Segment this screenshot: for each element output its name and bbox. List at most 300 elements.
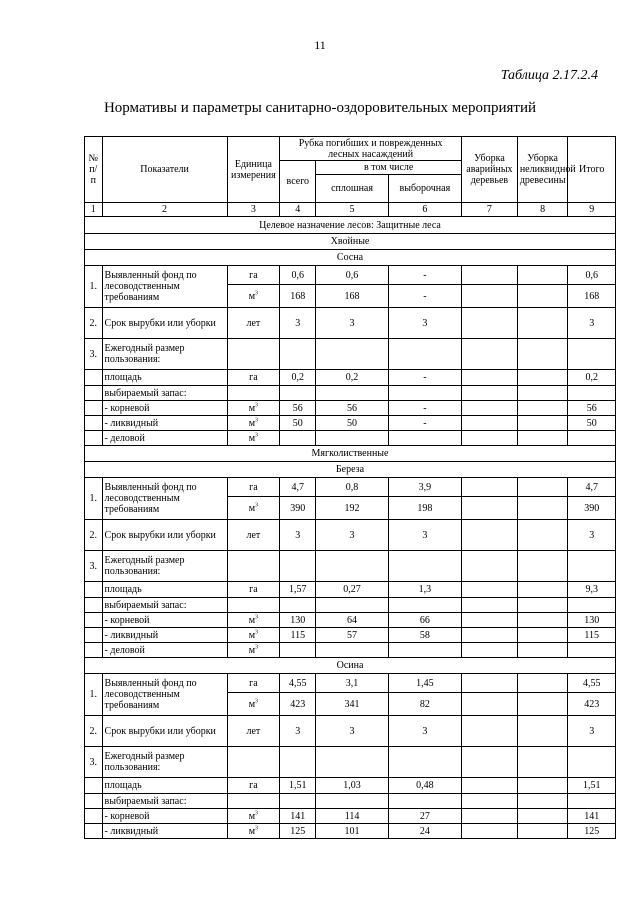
value-illiquid — [517, 416, 568, 431]
unit-base: м — [248, 290, 256, 302]
group-heading: Мягколиственные — [85, 446, 616, 462]
row-number: 1. — [85, 478, 103, 520]
unit-cell — [227, 386, 280, 401]
unit-exponent: 3 — [255, 417, 259, 424]
value-emergency — [462, 478, 518, 497]
value-sum: 130 — [568, 613, 616, 628]
value-illiquid — [517, 370, 568, 386]
row-number — [85, 386, 103, 401]
value-illiquid — [517, 794, 568, 809]
value-illiquid — [517, 778, 568, 794]
value-emergency — [462, 370, 518, 386]
value-total: 3 — [280, 716, 316, 747]
value-sum: 50 — [568, 416, 616, 431]
column-number-row — [85, 203, 616, 217]
indicator-label: - деловой — [102, 431, 227, 446]
value-clear: 0,2 — [316, 370, 388, 386]
unit-exponent: 3 — [255, 502, 259, 509]
column-number: 8 — [517, 203, 568, 217]
value-illiquid — [517, 598, 568, 613]
value-clear — [316, 643, 388, 658]
value-selective: 3 — [388, 716, 461, 747]
value-sum: 1,51 — [568, 778, 616, 794]
unit-cell — [227, 339, 280, 370]
unit-exponent: 3 — [255, 629, 259, 636]
value-total: 1,51 — [280, 778, 316, 794]
value-sum: 3 — [568, 520, 616, 551]
purpose-row: Целевое назначение лесов: Защитные леса — [85, 217, 616, 234]
value-clear — [316, 339, 388, 370]
unit-cell — [227, 747, 280, 778]
row-number: 2. — [85, 520, 103, 551]
header-selective: выборочная — [388, 175, 461, 203]
table-row — [85, 308, 616, 339]
unit-cell — [227, 431, 280, 446]
indicator-label: - ликвидный — [102, 628, 227, 643]
table-row — [85, 613, 616, 628]
value-emergency — [462, 386, 518, 401]
value-selective: - — [388, 370, 461, 386]
value-clear: 101 — [316, 824, 388, 839]
unit-exponent: 3 — [255, 290, 259, 297]
row-number: 1. — [85, 674, 103, 716]
unit-cell — [227, 628, 280, 643]
value-selective — [388, 551, 461, 582]
table-row — [85, 266, 616, 285]
value-total: 0,2 — [280, 370, 316, 386]
indicator-label: Выявленный фонд по лесоводственным требованиям — [102, 674, 227, 716]
indicator-label: - корневой — [102, 809, 227, 824]
indicator-label: Ежегодный размер пользования: — [102, 551, 227, 582]
table-row — [85, 824, 616, 839]
value-emergency — [462, 693, 518, 716]
header-num: № п/п — [85, 137, 103, 203]
table-row — [85, 520, 616, 551]
value-sum — [568, 643, 616, 658]
unit-exponent: 3 — [255, 810, 259, 817]
value-sum: 4,7 — [568, 478, 616, 497]
value-clear — [316, 431, 388, 446]
row-number — [85, 582, 103, 598]
table-row — [85, 370, 616, 386]
unit-cell: га — [227, 582, 280, 598]
header-illiquid: Уборка неликвидной древесины — [517, 137, 568, 203]
column-number: 4 — [280, 203, 316, 217]
row-number — [85, 401, 103, 416]
indicator-label: Выявленный фонд по лесоводственным требованиям — [102, 478, 227, 520]
indicator-label: Выявленный фонд по лесоводственным требованиям — [102, 266, 227, 308]
indicator-label: площадь — [102, 582, 227, 598]
value-clear — [316, 598, 388, 613]
value-total: 168 — [280, 285, 316, 308]
header-total: всего — [280, 161, 316, 203]
value-illiquid — [517, 497, 568, 520]
value-total — [280, 747, 316, 778]
value-total: 390 — [280, 497, 316, 520]
value-emergency — [462, 520, 518, 551]
value-illiquid — [517, 693, 568, 716]
value-selective — [388, 747, 461, 778]
species-heading: Осина — [85, 658, 616, 674]
value-emergency — [462, 497, 518, 520]
value-clear — [316, 794, 388, 809]
unit-cell: лет — [227, 308, 280, 339]
value-sum: 115 — [568, 628, 616, 643]
indicator-label: выбираемый запас: — [102, 598, 227, 613]
value-selective: - — [388, 266, 461, 285]
value-total: 3 — [280, 520, 316, 551]
value-sum: 56 — [568, 401, 616, 416]
value-illiquid — [517, 674, 568, 693]
value-selective: 1,45 — [388, 674, 461, 693]
value-emergency — [462, 824, 518, 839]
value-sum: 141 — [568, 809, 616, 824]
value-sum — [568, 551, 616, 582]
row-number — [85, 809, 103, 824]
value-emergency — [462, 431, 518, 446]
indicator-label: - корневой — [102, 613, 227, 628]
value-selective: 3,9 — [388, 478, 461, 497]
value-selective — [388, 643, 461, 658]
value-illiquid — [517, 386, 568, 401]
value-clear — [316, 386, 388, 401]
value-illiquid — [517, 339, 568, 370]
table-row — [85, 431, 616, 446]
row-number — [85, 643, 103, 658]
value-sum — [568, 598, 616, 613]
column-number: 1 — [85, 203, 103, 217]
norms-table — [84, 136, 616, 839]
unit-cell — [227, 401, 280, 416]
value-selective: 198 — [388, 497, 461, 520]
header-clear: сплошная — [316, 175, 388, 203]
value-clear: 1,03 — [316, 778, 388, 794]
value-total: 141 — [280, 809, 316, 824]
row-number — [85, 598, 103, 613]
table-row — [85, 794, 616, 809]
value-total: 115 — [280, 628, 316, 643]
row-number: 3. — [85, 747, 103, 778]
unit-base: м — [248, 629, 256, 641]
value-clear: 3 — [316, 520, 388, 551]
value-sum: 9,3 — [568, 582, 616, 598]
value-sum: 0,6 — [568, 266, 616, 285]
value-illiquid — [517, 401, 568, 416]
value-sum — [568, 794, 616, 809]
value-illiquid — [517, 478, 568, 497]
value-emergency — [462, 551, 518, 582]
row-number — [85, 613, 103, 628]
row-number: 1. — [85, 266, 103, 308]
value-total: 4,55 — [280, 674, 316, 693]
value-illiquid — [517, 716, 568, 747]
row-number: 2. — [85, 308, 103, 339]
group-heading: Хвойные — [85, 234, 616, 250]
table-row — [85, 582, 616, 598]
value-selective — [388, 431, 461, 446]
value-clear: 50 — [316, 416, 388, 431]
value-sum: 4,55 — [568, 674, 616, 693]
table-row — [85, 551, 616, 582]
unit-cell — [227, 693, 280, 716]
column-number: 5 — [316, 203, 388, 217]
value-illiquid — [517, 551, 568, 582]
indicator-label: выбираемый запас: — [102, 794, 227, 809]
value-selective — [388, 794, 461, 809]
indicator-label: - корневой — [102, 401, 227, 416]
value-illiquid — [517, 824, 568, 839]
unit-exponent: 3 — [255, 402, 259, 409]
value-illiquid — [517, 613, 568, 628]
indicator-label: выбираемый запас: — [102, 386, 227, 401]
unit-base: м — [248, 417, 256, 429]
unit-cell: лет — [227, 520, 280, 551]
unit-cell: га — [227, 674, 280, 693]
table-row — [85, 416, 616, 431]
indicator-label: Срок вырубки или уборки — [102, 716, 227, 747]
value-selective: 0,48 — [388, 778, 461, 794]
value-total: 130 — [280, 613, 316, 628]
value-sum — [568, 431, 616, 446]
indicator-label: - ликвидный — [102, 824, 227, 839]
unit-base: м — [248, 502, 256, 514]
value-emergency — [462, 285, 518, 308]
value-illiquid — [517, 431, 568, 446]
value-total — [280, 643, 316, 658]
table-row — [85, 809, 616, 824]
unit-base: м — [248, 614, 256, 626]
column-number: 3 — [227, 203, 280, 217]
unit-exponent: 3 — [255, 698, 259, 705]
value-emergency — [462, 643, 518, 658]
header-unit: Единица измерения — [227, 137, 280, 203]
table-row — [85, 674, 616, 693]
row-number: 3. — [85, 339, 103, 370]
value-total — [280, 386, 316, 401]
column-number: 6 — [388, 203, 461, 217]
value-total: 125 — [280, 824, 316, 839]
value-clear: 64 — [316, 613, 388, 628]
header-emergency: Уборка аварийных деревьев — [462, 137, 518, 203]
value-total: 50 — [280, 416, 316, 431]
value-sum: 3 — [568, 308, 616, 339]
unit-cell — [227, 613, 280, 628]
table-row — [85, 598, 616, 613]
unit-cell — [227, 809, 280, 824]
value-illiquid — [517, 643, 568, 658]
unit-base: м — [248, 644, 256, 656]
row-number — [85, 794, 103, 809]
value-emergency — [462, 266, 518, 285]
value-illiquid — [517, 266, 568, 285]
value-sum: 0,2 — [568, 370, 616, 386]
value-total — [280, 598, 316, 613]
value-emergency — [462, 716, 518, 747]
indicator-label: Срок вырубки или уборки — [102, 520, 227, 551]
unit-cell: га — [227, 778, 280, 794]
row-number — [85, 628, 103, 643]
value-illiquid — [517, 308, 568, 339]
value-selective: 58 — [388, 628, 461, 643]
value-emergency — [462, 674, 518, 693]
value-total: 1,57 — [280, 582, 316, 598]
value-emergency — [462, 778, 518, 794]
unit-base: м — [248, 402, 256, 414]
unit-base: м — [248, 810, 256, 822]
header-including: в том числе — [316, 161, 462, 175]
value-selective: 24 — [388, 824, 461, 839]
value-illiquid — [517, 809, 568, 824]
row-number — [85, 431, 103, 446]
unit-cell — [227, 598, 280, 613]
value-clear: 3,1 — [316, 674, 388, 693]
value-sum: 168 — [568, 285, 616, 308]
indicator-label: Срок вырубки или уборки — [102, 308, 227, 339]
value-clear: 0,6 — [316, 266, 388, 285]
unit-cell: га — [227, 370, 280, 386]
value-emergency — [462, 401, 518, 416]
indicator-label: - ликвидный — [102, 416, 227, 431]
value-total — [280, 431, 316, 446]
row-number — [85, 778, 103, 794]
table-row — [85, 478, 616, 497]
value-selective — [388, 339, 461, 370]
value-clear — [316, 747, 388, 778]
column-number: 9 — [568, 203, 616, 217]
value-illiquid — [517, 628, 568, 643]
value-emergency — [462, 308, 518, 339]
value-emergency — [462, 809, 518, 824]
value-clear: 114 — [316, 809, 388, 824]
value-sum — [568, 386, 616, 401]
value-sum: 125 — [568, 824, 616, 839]
unit-cell — [227, 824, 280, 839]
species-heading: Береза — [85, 462, 616, 478]
unit-exponent: 3 — [255, 432, 259, 439]
unit-exponent: 3 — [255, 644, 259, 651]
unit-cell — [227, 551, 280, 582]
table-row — [85, 716, 616, 747]
row-number — [85, 824, 103, 839]
value-selective: 66 — [388, 613, 461, 628]
header-itogo: Итого — [568, 137, 616, 203]
value-sum — [568, 747, 616, 778]
value-total: 0,6 — [280, 266, 316, 285]
header-indicators: Показатели — [102, 137, 227, 203]
value-selective: 3 — [388, 308, 461, 339]
value-selective: - — [388, 416, 461, 431]
value-total: 423 — [280, 693, 316, 716]
value-total: 4,7 — [280, 478, 316, 497]
value-selective: 27 — [388, 809, 461, 824]
value-total: 56 — [280, 401, 316, 416]
value-total: 3 — [280, 308, 316, 339]
row-number: 3. — [85, 551, 103, 582]
unit-cell — [227, 643, 280, 658]
unit-exponent: 3 — [255, 825, 259, 832]
unit-cell — [227, 794, 280, 809]
value-total — [280, 794, 316, 809]
page-number: 11 — [314, 38, 326, 52]
column-number: 2 — [102, 203, 227, 217]
indicator-label: площадь — [102, 370, 227, 386]
value-total — [280, 551, 316, 582]
indicator-label: Ежегодный размер пользования: — [102, 339, 227, 370]
unit-exponent: 3 — [255, 614, 259, 621]
value-selective: - — [388, 401, 461, 416]
table-row — [85, 628, 616, 643]
value-emergency — [462, 794, 518, 809]
value-clear — [316, 551, 388, 582]
value-selective: 82 — [388, 693, 461, 716]
table-row — [85, 747, 616, 778]
row-number — [85, 370, 103, 386]
value-clear: 192 — [316, 497, 388, 520]
value-emergency — [462, 628, 518, 643]
value-clear: 168 — [316, 285, 388, 308]
value-clear: 0,8 — [316, 478, 388, 497]
unit-cell — [227, 497, 280, 520]
unit-cell: га — [227, 266, 280, 285]
value-selective — [388, 598, 461, 613]
table-row — [85, 386, 616, 401]
indicator-label: Ежегодный размер пользования: — [102, 747, 227, 778]
value-emergency — [462, 416, 518, 431]
table-row — [85, 401, 616, 416]
value-emergency — [462, 339, 518, 370]
value-selective: - — [388, 285, 461, 308]
value-selective — [388, 386, 461, 401]
value-illiquid — [517, 582, 568, 598]
value-clear: 57 — [316, 628, 388, 643]
value-clear: 3 — [316, 308, 388, 339]
value-clear: 3 — [316, 716, 388, 747]
table-row — [85, 339, 616, 370]
value-clear: 0,27 — [316, 582, 388, 598]
table-row — [85, 778, 616, 794]
unit-cell: га — [227, 478, 280, 497]
value-sum: 3 — [568, 716, 616, 747]
value-selective: 1,3 — [388, 582, 461, 598]
value-clear: 56 — [316, 401, 388, 416]
unit-cell — [227, 416, 280, 431]
value-emergency — [462, 582, 518, 598]
value-sum — [568, 339, 616, 370]
value-emergency — [462, 613, 518, 628]
value-sum: 423 — [568, 693, 616, 716]
unit-base: м — [248, 825, 256, 837]
unit-cell: лет — [227, 716, 280, 747]
value-emergency — [462, 747, 518, 778]
column-number: 7 — [462, 203, 518, 217]
value-selective: 3 — [388, 520, 461, 551]
page-title: Нормативы и параметры санитарно-оздоровительных мероприятий — [103, 100, 537, 116]
value-illiquid — [517, 520, 568, 551]
value-clear: 341 — [316, 693, 388, 716]
indicator-label: - деловой — [102, 643, 227, 658]
species-heading: Сосна — [85, 250, 616, 266]
indicator-label: площадь — [102, 778, 227, 794]
value-total — [280, 339, 316, 370]
header-felling: Рубка погибших и поврежденных лесных насаждений — [280, 137, 462, 161]
unit-base: м — [248, 698, 256, 710]
value-illiquid — [517, 747, 568, 778]
row-number — [85, 416, 103, 431]
table-label: Таблица 2.17.2.4 — [500, 68, 598, 83]
value-emergency — [462, 598, 518, 613]
unit-base: м — [248, 432, 256, 444]
value-illiquid — [517, 285, 568, 308]
